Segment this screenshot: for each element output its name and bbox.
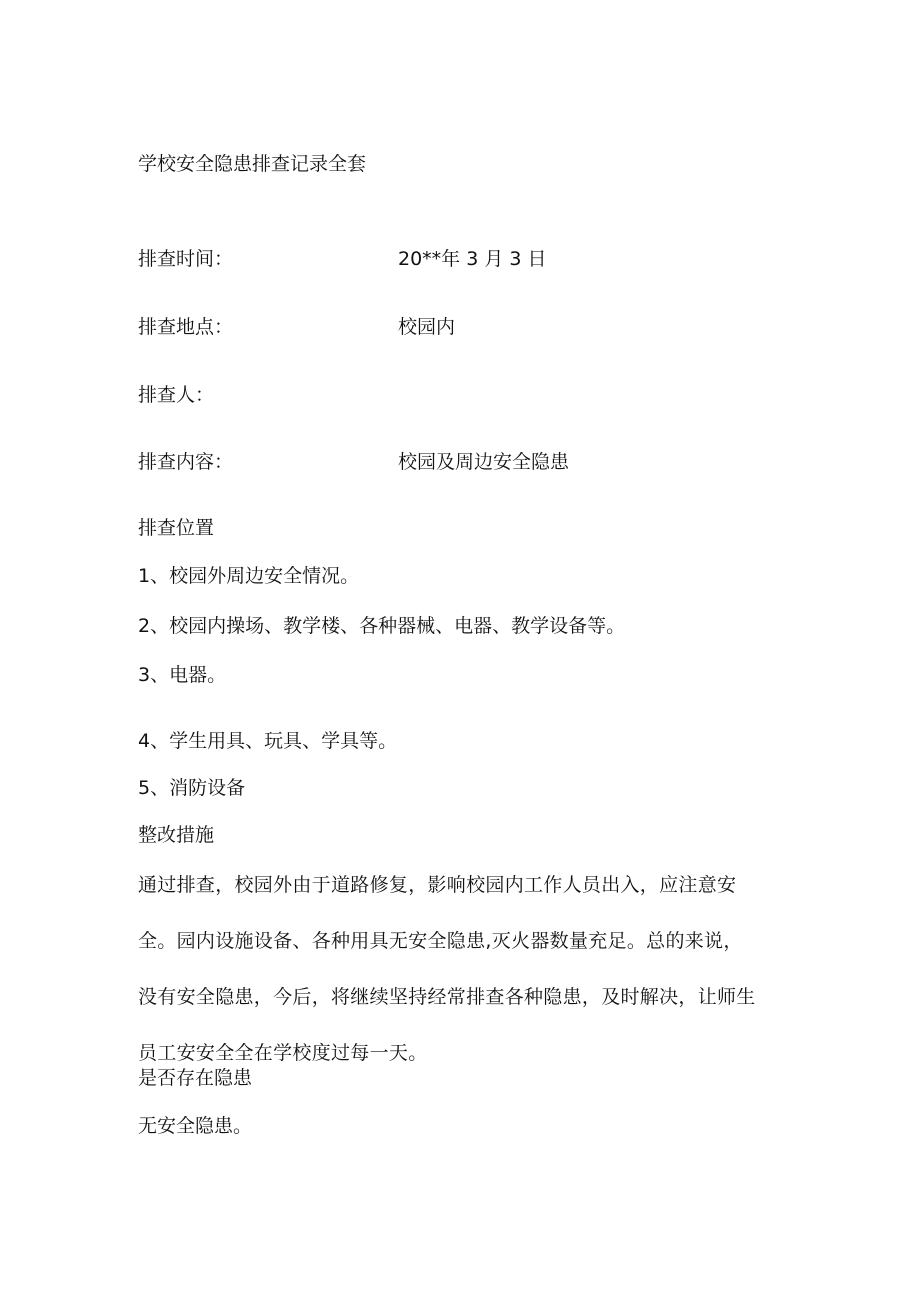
field-label: 排查时间：	[138, 248, 234, 270]
field-value: 校园内	[398, 316, 456, 338]
paragraph-line: 员工安安全全在学校度过每一天。	[138, 1042, 428, 1064]
field-label: 排查内容：	[138, 451, 234, 473]
location-item: 4、学生用具、玩具、学具等。	[138, 730, 398, 752]
measures-heading: 整改措施	[138, 824, 215, 846]
paragraph-line: 没有安全隐患，今后，将继续坚持经常排查各种隐患，及时解决，让师生	[138, 986, 756, 1008]
hazard-answer: 无安全隐患。	[138, 1115, 253, 1137]
field-label: 排查人：	[138, 384, 215, 406]
location-heading: 排查位置	[138, 517, 215, 539]
field-inspector	[138, 383, 758, 407]
location-item: 1、校园外周边安全情况。	[138, 565, 360, 587]
hazard-heading: 是否存在隐患	[138, 1067, 253, 1089]
location-item: 5、消防设备	[138, 777, 246, 799]
paragraph-line: 通过排查，校园外由于道路修复，影响校园内工作人员出入，应注意安	[138, 874, 737, 896]
location-item: 2、校园内操场、教学楼、各种器械、电器、教学设备等。	[138, 615, 626, 637]
field-label: 排查地点：	[138, 316, 234, 338]
field-inspection-content	[138, 450, 758, 474]
measures-paragraph	[138, 857, 788, 1081]
paragraph-line: 全。园内设施设备、各种用具无安全隐患,灭火器数量充足。总的来说，	[138, 930, 743, 952]
document-title: 学校安全隐患排查记录全套	[138, 153, 367, 175]
field-inspection-time	[138, 247, 758, 271]
field-value: 校园及周边安全隐患	[398, 451, 570, 473]
location-item: 3、电器。	[138, 664, 227, 686]
field-value: 20**年 3 月 3 日	[398, 248, 547, 270]
field-inspection-place	[138, 315, 758, 339]
